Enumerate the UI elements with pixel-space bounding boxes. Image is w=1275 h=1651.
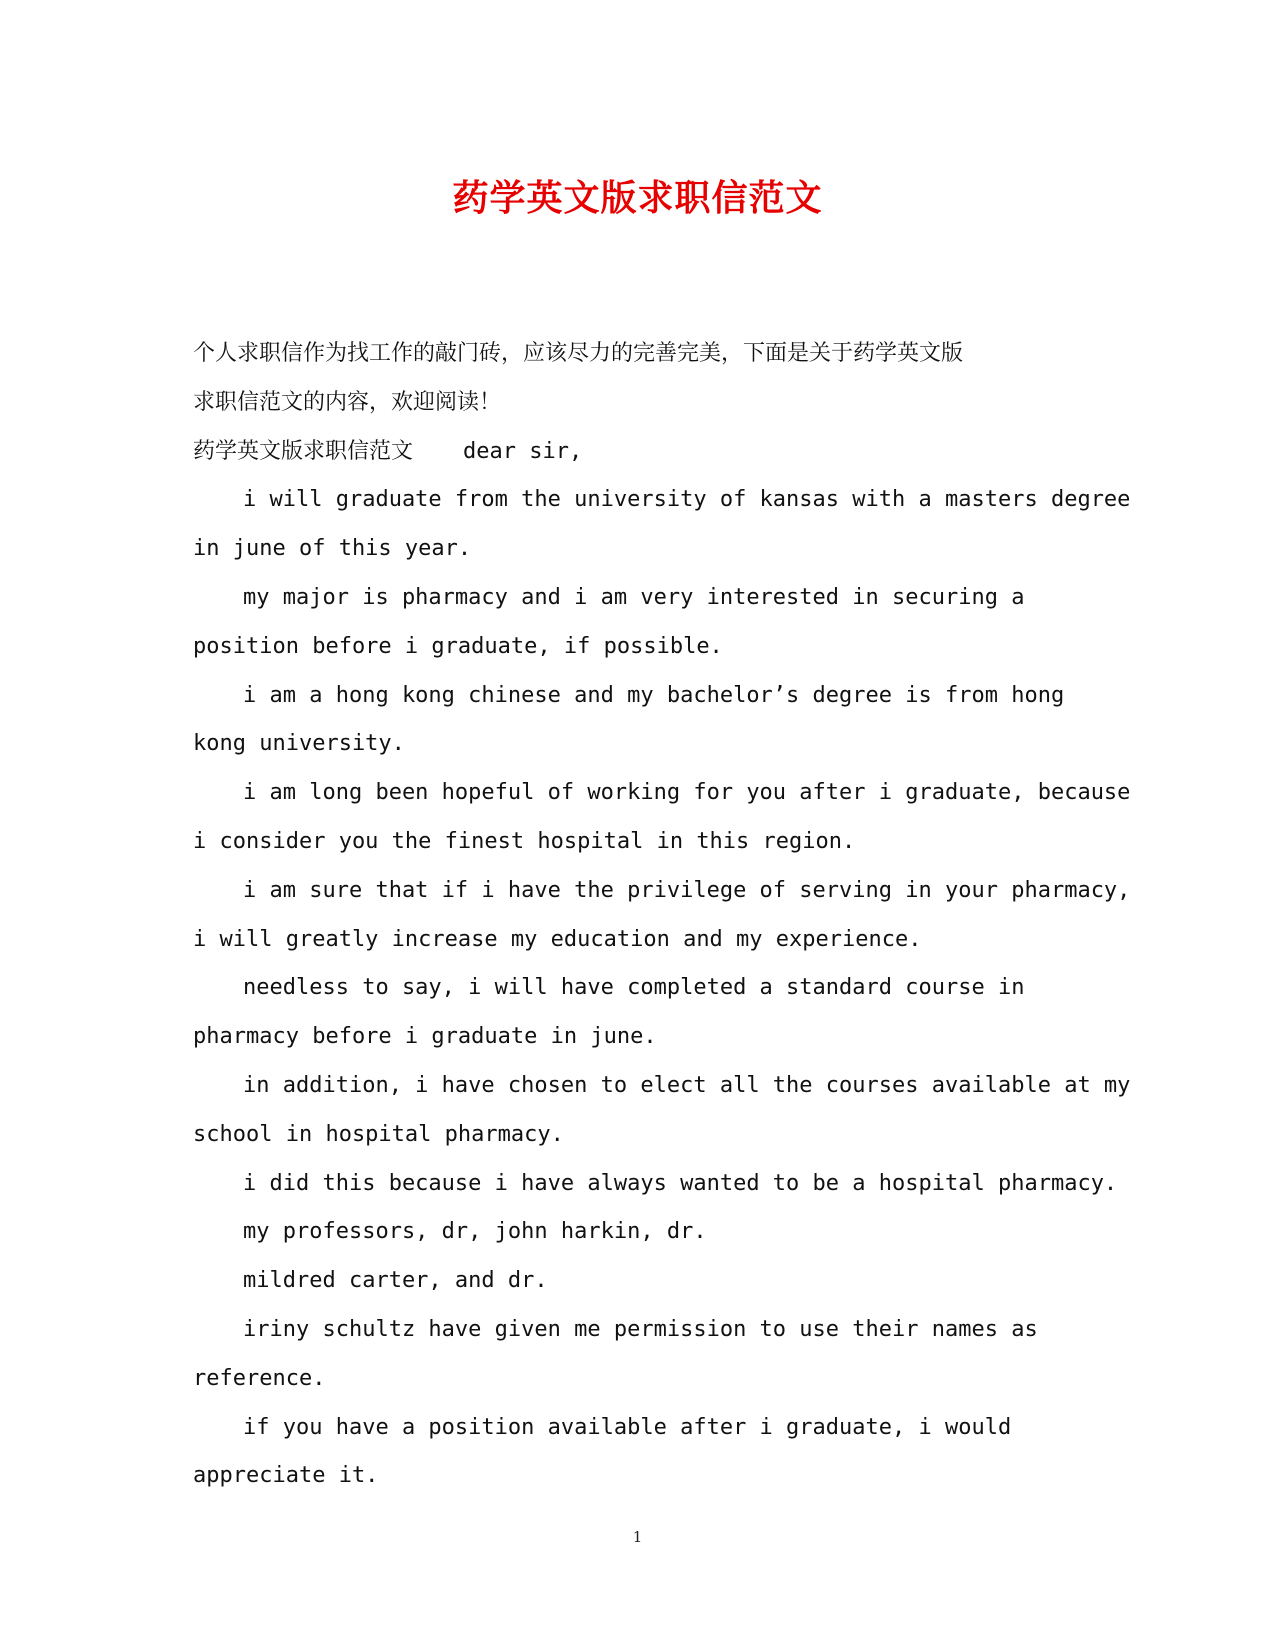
salutation: dear sir, <box>463 438 583 464</box>
letter-line: my major is pharmacy and i am very interested in securing a <box>243 584 1025 610</box>
letter-line: in addition, i have chosen to elect all the courses available at my <box>243 1072 1131 1098</box>
letter-line: iriny schultz have given me permission to use their names as <box>243 1316 1038 1342</box>
letter-line: my professors, dr, john harkin, dr. <box>243 1219 707 1245</box>
letter-line: school in hospital pharmacy. <box>193 1121 564 1147</box>
document-title: 药学英文版求职信范文 <box>452 177 823 219</box>
letter-line: kong university. <box>193 731 405 757</box>
letter-line: pharmacy before i graduate in june. <box>193 1024 657 1050</box>
letter-line: i will greatly increase my education and my experience. <box>193 926 922 952</box>
letter-line: mildred carter, and dr. <box>243 1268 548 1294</box>
letter-line: i am long been hopeful of working for you after i graduate, because <box>243 780 1131 806</box>
letter-line: i did this because i have always wanted to be a hospital pharmacy. <box>243 1170 1118 1196</box>
letter-line: i consider you the finest hospital in this region. <box>193 828 856 854</box>
letter-line: position before i graduate, if possible. <box>193 633 723 659</box>
letter-heading-line <box>193 428 1093 477</box>
document-body <box>193 330 1131 1501</box>
page-number: 1 <box>632 1528 643 1546</box>
letter-line: i am sure that if i have the privilege of serving in your pharmacy, <box>243 877 1131 903</box>
heading-label: 药学英文版求职信范文 <box>193 438 414 464</box>
intro-line-1: 个人求职信作为找工作的敲门砖，应该尽力的完善完美，下面是关于药学英文版 <box>193 341 964 366</box>
intro-line-2: 求职信范文的内容，欢迎阅读！ <box>193 389 502 415</box>
letter-line: appreciate it. <box>193 1463 379 1489</box>
letter-line: i am a hong kong chinese and my bachelor’s degree is from hong <box>243 682 1065 708</box>
letter-line: if you have a position available after i graduate, i would <box>243 1414 1012 1440</box>
letter-line: reference. <box>193 1365 326 1391</box>
letter-line: in june of this year. <box>193 536 472 562</box>
letter-line: needless to say, i will have completed a standard course in <box>243 975 1025 1001</box>
letter-line: i will graduate from the university of kansas with a masters degree <box>243 487 1131 513</box>
